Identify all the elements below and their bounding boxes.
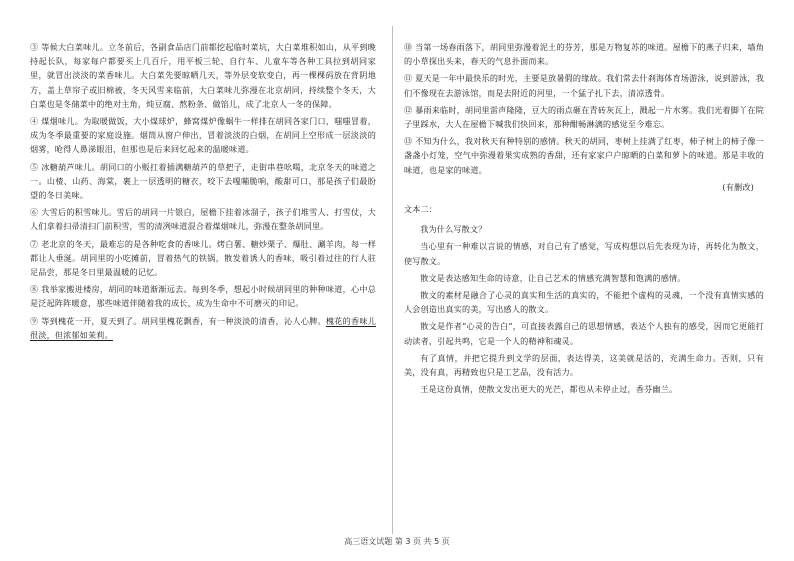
column-divider bbox=[392, 26, 393, 534]
paragraph-9 bbox=[30, 314, 376, 342]
text2-paragraph: 当心里有一种难以言说的情感，对自己有了感觉，写成构想以后先表现为诗，再转化为散文，使写散文。 bbox=[404, 241, 764, 266]
paragraph-11: ⑪ 夏天是一年中最快乐的时光，主要是放暑假的缘故。我们常去什刹海体育场游泳，说到游泳，我们不像现在去游泳馆，而是去附近的河里，一个猛子扎下去，清凉透骨。 bbox=[404, 73, 764, 98]
paragraph-6: ⑥ 大雪后的积雪味儿。雪后的胡同一片银白，屋檐下挂着冰溜子，孩子们堆雪人、打雪仗，大人们拿着扫帚清扫门前积雪，雪的清冽味道混合着煤烟味儿，弥漫在整条胡同里。 bbox=[30, 207, 376, 232]
paragraph-5: ⑤ 冰糖葫芦味儿。胡同口的小贩扛着插满糖葫芦的草把子，走街串巷吆喝，北京冬天的味道之一。山楂、山药、海棠，裹上一层透明的糖衣，咬下去嘎嘣脆响，酸甜可口，那是孩子们最盼望的冬日美味。 bbox=[30, 161, 376, 201]
text2-paragraph: 有了真情，并把它提升到文学的层面，表达得美，这美就是活的，充满生命力。否则，只有美，没有真，再精致也只是工艺品，没有活力。 bbox=[404, 352, 764, 378]
text2-paragraph: 王是这份真情，使散文发出更大的光芒，都也从未停止过，香芬幽兰。 bbox=[420, 384, 678, 395]
text2-paragraph: 散文是作者“心灵的告白”，可直接表露自己的思想情感，表达个人独有的感受，因而它更能打动读者，引起共鸣，它是一个人的精神和魂灵。 bbox=[404, 321, 764, 346]
text2-paragraph: 散文是表达感知生命的诗意，让自己艺术的情感充满智慧和饱满的感情。 bbox=[420, 272, 686, 283]
paragraph-7: ⑦ 老北京的冬天，最难忘的是各种吃食的香味儿。烤白薯、糖炒栗子、爆肚、涮羊肉，每一样都让人垂涎。胡同里的小吃摊前，冒着热气的铁锅，散发着诱人的香味，吸引着过往的行人驻足品尝，那是冬日里最温暖的记忆。 bbox=[30, 238, 376, 278]
text2-paragraph: 散文的素材是融合了心灵的真实和生活的真实的，不能把个虚构的灵魂，一个没有真情实感的人会创造出真实的美，写出感人的散文。 bbox=[404, 290, 764, 315]
paragraph-10: ⑩ 当第一场春雨落下，胡同里弥漫着泥土的芬芳，那是万物复苏的味道。屋檐下的燕子归来，墙角的小草探出头来，春天的气息扑面而来。 bbox=[404, 42, 764, 67]
paragraph-4: ④ 煤烟味儿。为取暖做饭，大小煤球炉，蜂窝煤炉像蜗牛一样排在胡同各家门口，嗤嗤冒着，成为冬季最重要的家庭设施。烟筒从窗户伸出，冒着淡淡的白烟，在胡同上空形成一层淡淡的烟雾，呛得人鼻涕眼泪，但那也是后来回忆起来的温暖味道。 bbox=[30, 116, 376, 155]
paragraph-13: ⑬ 不知为什么，我对秋天有种特别的感情。秋天的胡同，枣树上挂满了红枣，柿子树上的柿子像一盏盏小灯笼，空气中弥漫着果实成熟的香甜，还有家家户户晾晒的白菜和萝卜的味道。那是丰收的味道，也是家的味道。 bbox=[404, 136, 764, 175]
text2-heading: 文本二： bbox=[404, 204, 438, 215]
paragraph-12: ⑫ 暴雨来临时，胡同里雷声隆隆，豆大的雨点砸在青砖灰瓦上，溅起一片水雾。我们光着脚丫在院子里踩水，大人在屋檐下喊我们快回来，那种酣畅淋漓的感觉至今难忘。 bbox=[404, 104, 764, 130]
underlined-sentence: 槐花的香味儿很淡，但浓郁如茉莉。 bbox=[30, 315, 376, 340]
text2-title: 我为什么写散文？ bbox=[420, 224, 487, 235]
page-footer: 高三语文试题 第 3 页 共 5 页 bbox=[344, 537, 450, 546]
left-column bbox=[30, 40, 376, 345]
source-note: (有删改) bbox=[722, 181, 754, 192]
paragraph-8: ⑧ 我举家搬进楼房，胡同的味道渐渐远去。每到冬季，想起小时候胡同里的种种味道，心中总是泛起阵阵暖意，那些味道伴随着我的成长，成为生命中不可磨灭的印记。 bbox=[30, 284, 376, 309]
paragraph-9-text: ⑨ 等到槐花一开，夏天到了。胡同里槐花飘香，有一种淡淡的清香，沁人心脾。 bbox=[30, 315, 326, 326]
paragraph-3: ③ 等候大白菜味儿。立冬前后，各副食品店门前都挖起临时菜坑，大白菜堆积如山，从平到晚持起长队，每家每户都要买上几百斤，用平板三轮、自行车、儿童车等各种工具拉到胡同家里，就冒出淡淡的菜香味儿。大白菜先要晾晒几天，等外层变软变白，再一棵棵码放在背阴地方，盖上草帘子或旧棉被，冬天风雪来临前，大白菜味儿弥漫在北京胡同，持续整个冬天，大白菜也是冬储菜中的绝对主角，炖豆腐、熬粉条、做馅儿，成了北京人一冬的保障。 bbox=[30, 42, 376, 109]
right-column bbox=[404, 40, 764, 399]
